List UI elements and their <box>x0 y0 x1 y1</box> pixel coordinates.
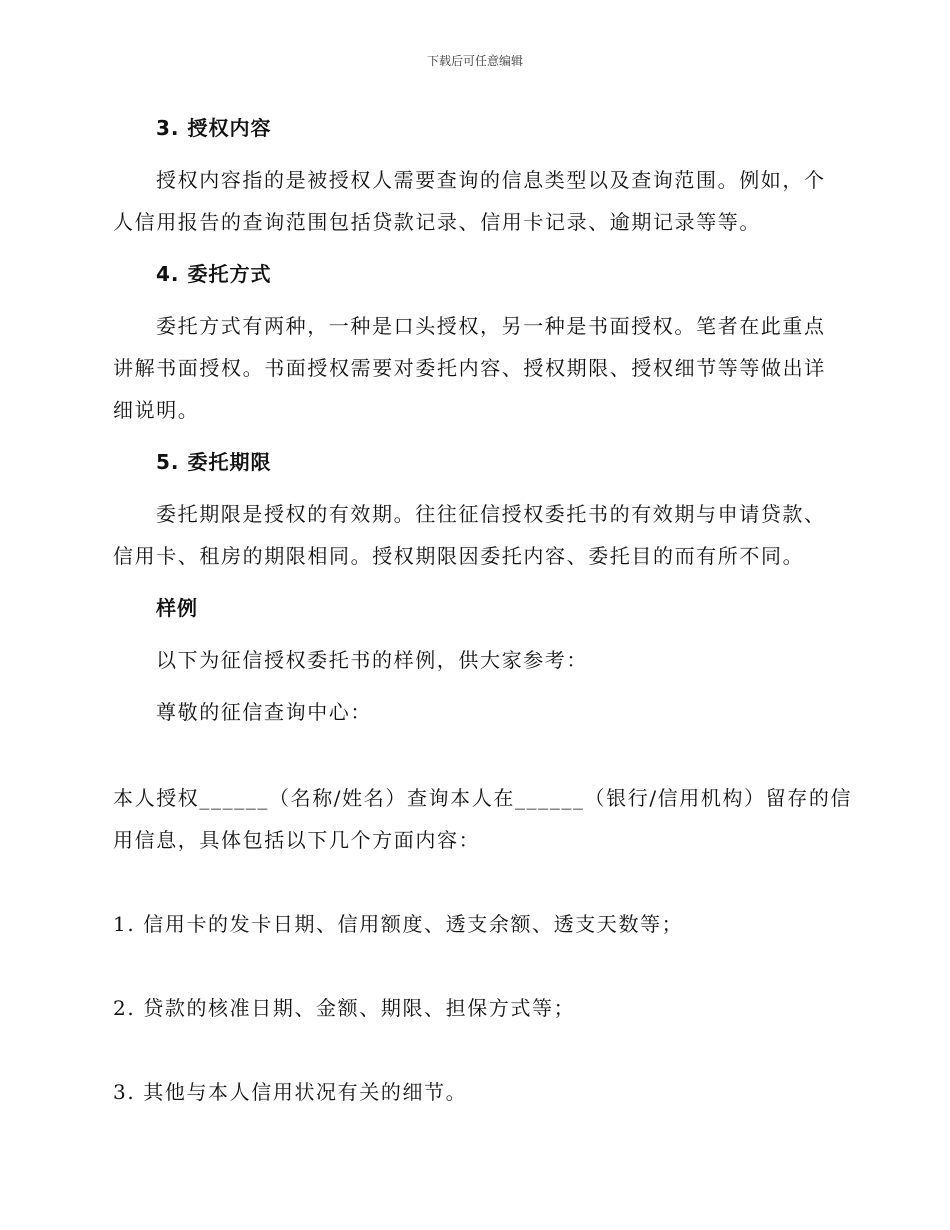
sample-intro: 以下为征信授权委托书的样例，供大家参考： <box>156 648 588 672</box>
section-4-paragraph-line-1: 委托方式有两种，一种是口头授权，另一种是书面授权。笔者在此重点 <box>156 314 826 338</box>
section-5-paragraph-line-2: 信用卡、租房的期限相同。授权期限因委托内容、委托目的而有所不同。 <box>113 544 805 568</box>
sample-body-line-1: 本人授权______（名称/姓名）查询本人在______（银行/信用机构）留存的信 <box>113 786 853 810</box>
sample-list-item-1: 1. 信用卡的发卡日期、信用额度、透支余额、透支天数等； <box>113 912 684 936</box>
section-3-paragraph-line-1: 授权内容指的是被授权人需要查询的信息类型以及查询范围。例如，个 <box>156 168 826 192</box>
section-5-paragraph-line-1: 委托期限是授权的有效期。往往征信授权委托书的有效期与申请贷款、 <box>156 502 826 526</box>
section-3-paragraph-line-2: 人信用报告的查询范围包括贷款记录、信用卡记录、逾期记录等等。 <box>113 210 761 234</box>
sample-list-item-3: 3. 其他与本人信用状况有关的细节。 <box>113 1080 468 1104</box>
sample-list-item-2: 2. 贷款的核准日期、金额、期限、担保方式等； <box>113 996 576 1020</box>
section-5-heading: 5. 委托期限 <box>156 450 272 474</box>
page-header-note: 下载后可任意编辑 <box>426 54 523 68</box>
sample-heading: 样例 <box>156 596 198 620</box>
section-4-paragraph-line-2: 讲解书面授权。书面授权需要对委托内容、授权期限、授权细节等等做出详 <box>113 356 826 380</box>
section-4-heading: 4. 委托方式 <box>156 262 272 286</box>
sample-salutation: 尊敬的征信查询中心： <box>156 700 372 724</box>
section-4-paragraph-line-3: 细说明。 <box>113 398 200 422</box>
sample-body-line-2: 用信息，具体包括以下几个方面内容： <box>113 828 481 852</box>
section-3-heading: 3. 授权内容 <box>156 116 272 140</box>
